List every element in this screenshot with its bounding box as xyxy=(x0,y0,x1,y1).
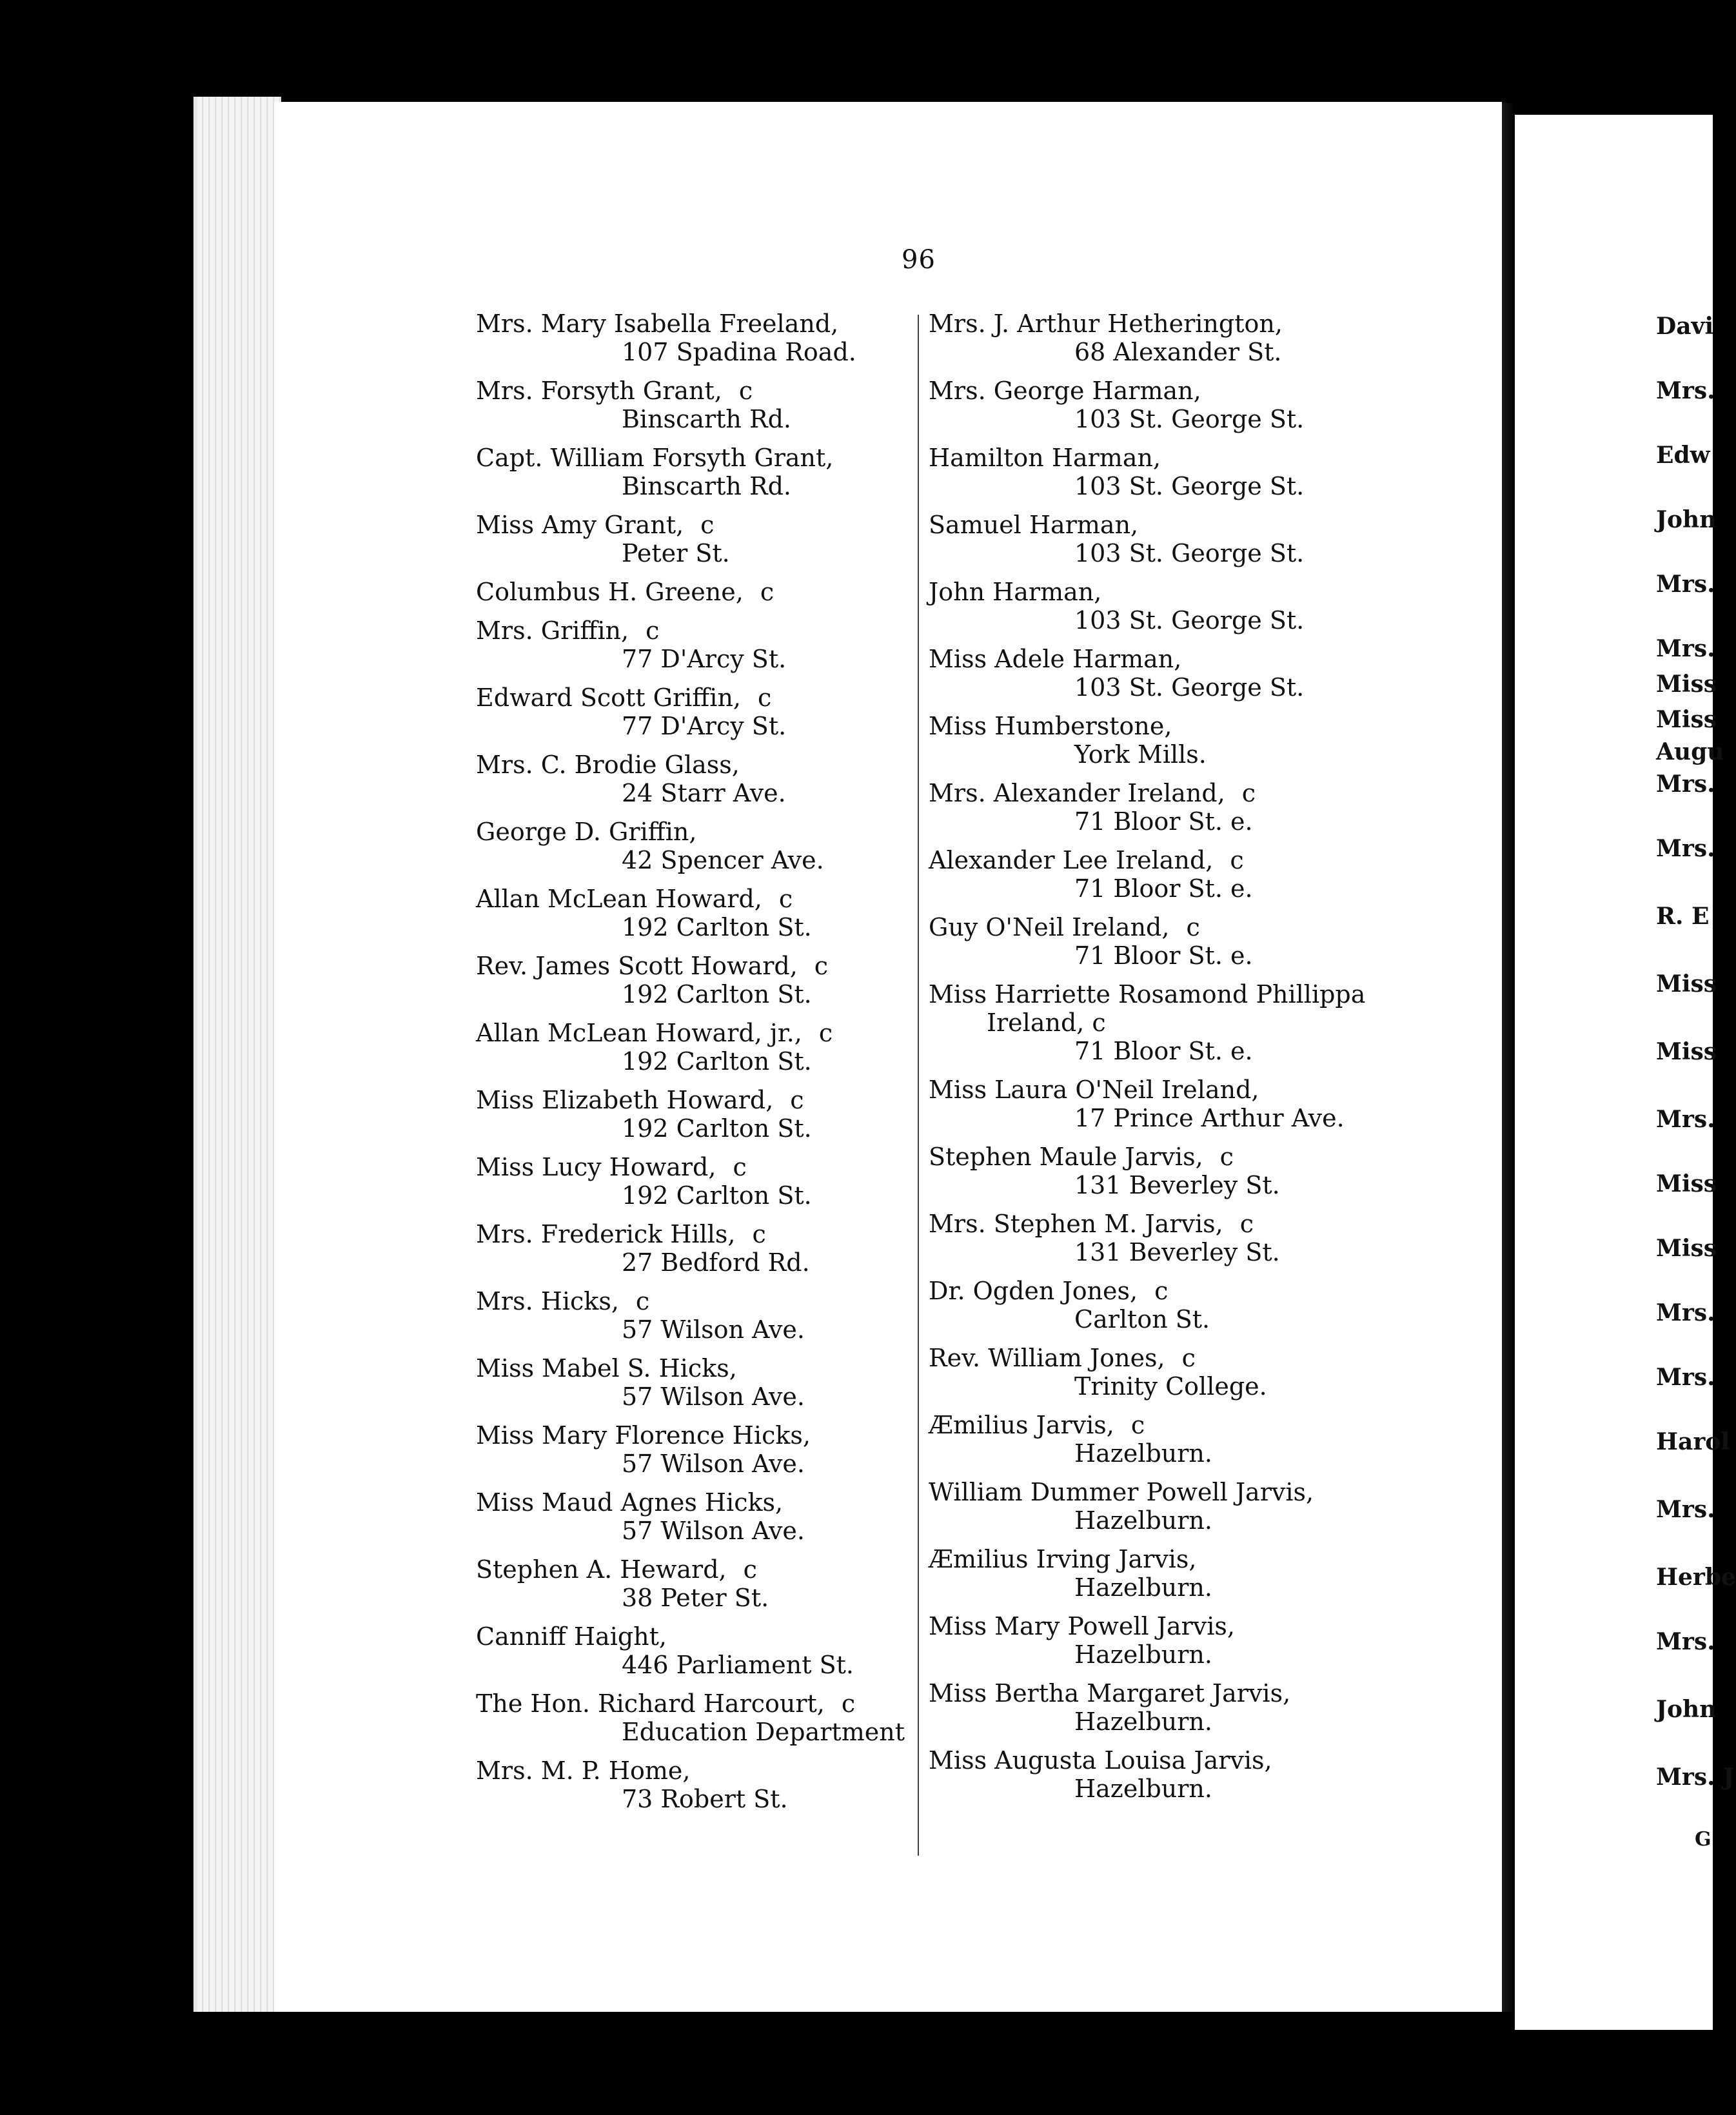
entry-name xyxy=(929,578,1380,606)
facing-page-fragment: Mrs. xyxy=(1656,1106,1715,1133)
entry-name-text: Mrs. Mary Isabella Freeland, xyxy=(476,310,839,338)
directory-entry xyxy=(929,310,1380,366)
entry-name xyxy=(476,310,940,338)
entry-marker: c xyxy=(814,952,829,980)
entry-name xyxy=(476,952,940,980)
directory-entry xyxy=(929,1076,1380,1132)
entry-name-text: Alexander Lee Ireland, xyxy=(929,846,1214,874)
entry-address: Hazelburn. xyxy=(1074,1439,1212,1468)
directory-entry xyxy=(476,885,940,941)
entry-name-text: Capt. William Forsyth Grant, xyxy=(476,444,834,472)
entry-name xyxy=(476,511,940,539)
directory-entry xyxy=(929,1344,1380,1401)
directory-entry xyxy=(476,1019,940,1076)
entry-name xyxy=(929,1478,1380,1506)
directory-entry xyxy=(929,1612,1380,1669)
directory-entry xyxy=(476,684,940,740)
entry-address: Hazelburn. xyxy=(1074,1573,1212,1602)
entry-name xyxy=(929,1277,1380,1305)
entry-marker: c xyxy=(733,1153,747,1181)
directory-entry xyxy=(929,578,1380,634)
entry-address: Carlton St. xyxy=(1074,1305,1210,1333)
facing-page-fragment: Miss xyxy=(1656,671,1717,698)
directory-entry xyxy=(929,1545,1380,1602)
entry-marker: c xyxy=(1230,846,1244,874)
facing-page-fragment: Herbe xyxy=(1656,1564,1736,1591)
entry-marker: c xyxy=(752,1220,766,1248)
book-gutter xyxy=(1502,103,1515,2012)
facing-page-fragment: Mrs. xyxy=(1656,1364,1715,1391)
directory-entry xyxy=(929,1277,1380,1333)
entry-name-text: Mrs. Stephen M. Jarvis, xyxy=(929,1210,1223,1238)
entry-address: 71 Bloor St. e. xyxy=(1074,874,1253,903)
entry-name xyxy=(476,1086,940,1114)
facing-page-fragment: R. E xyxy=(1656,903,1710,930)
directory-entry xyxy=(929,511,1380,567)
page-number: 96 xyxy=(902,245,936,275)
facing-page-fragment: Miss xyxy=(1656,970,1717,998)
entry-address: 42 Spencer Ave. xyxy=(622,846,824,874)
directory-entry xyxy=(929,645,1380,702)
directory-entry xyxy=(929,1411,1380,1468)
directory-entry xyxy=(476,377,940,433)
entry-address: 131 Beverley St. xyxy=(1074,1171,1280,1199)
entry-address: 103 St. George St. xyxy=(1074,606,1305,634)
entry-marker: c xyxy=(1239,1210,1254,1238)
entry-address: 27 Bedford Rd. xyxy=(622,1248,810,1277)
entry-name-text: Æmilius Jarvis, xyxy=(929,1411,1114,1439)
entry-name xyxy=(929,1746,1380,1775)
directory-entry xyxy=(929,1679,1380,1736)
facing-page-fragment: Mrs. xyxy=(1656,635,1715,662)
entry-address: 17 Prince Arthur Ave. xyxy=(1074,1104,1345,1132)
entry-marker: c xyxy=(778,885,793,913)
facing-page-fragment: Edw xyxy=(1656,442,1710,469)
entry-address: 38 Peter St. xyxy=(622,1584,769,1612)
directory-entry xyxy=(476,1086,940,1143)
entry-name xyxy=(476,1622,940,1651)
entry-name xyxy=(929,1411,1380,1439)
entry-name xyxy=(476,578,940,606)
entry-name xyxy=(476,1220,940,1248)
directory-entry xyxy=(929,846,1380,903)
entry-name-text: Miss Amy Grant, xyxy=(476,511,684,539)
directory-entry xyxy=(929,1746,1380,1803)
entry-address: 77 D'Arcy St. xyxy=(622,712,787,740)
entry-address: Hazelburn. xyxy=(1074,1707,1212,1736)
facing-page-fragment: Miss xyxy=(1656,1170,1717,1197)
directory-entry xyxy=(476,1622,940,1679)
entry-address: 103 St. George St. xyxy=(1074,472,1305,500)
entry-name-text: Miss Laura O'Neil Ireland, xyxy=(929,1076,1259,1104)
entry-name-text: Miss Lucy Howard, xyxy=(476,1153,716,1181)
entry-name xyxy=(476,377,940,405)
entry-name xyxy=(929,980,1380,1008)
directory-entry xyxy=(476,1756,940,1813)
entry-name xyxy=(929,1076,1380,1104)
entry-name xyxy=(476,1153,940,1181)
directory-entry xyxy=(476,1287,940,1344)
entry-name-text: Miss Humberstone, xyxy=(929,712,1172,740)
entry-address: 73 Robert St. xyxy=(622,1785,788,1813)
entry-marker: c xyxy=(738,377,753,405)
entry-name-text: Allan McLean Howard, xyxy=(476,885,762,913)
entry-address: 57 Wilson Ave. xyxy=(622,1382,805,1411)
entry-marker: c xyxy=(760,578,774,606)
facing-page-fragment: Harol xyxy=(1656,1428,1730,1455)
entry-name-text: John Harman, xyxy=(929,578,1102,606)
entry-name-continued: Ireland, c xyxy=(987,1008,1106,1037)
entry-name-text: Mrs. Hicks, xyxy=(476,1287,619,1315)
entry-address: 71 Bloor St. e. xyxy=(1074,1037,1253,1065)
entry-name xyxy=(476,1019,940,1047)
facing-page-fragment: Davi xyxy=(1656,313,1714,340)
entry-name-text: Mrs. M. P. Home, xyxy=(476,1756,691,1785)
entry-name-text: Mrs. Forsyth Grant, xyxy=(476,377,722,405)
entry-address: Binscarth Rd. xyxy=(622,472,791,500)
entry-address: Education Department xyxy=(622,1718,905,1746)
entry-address: Hazelburn. xyxy=(1074,1506,1212,1535)
entry-address: 103 St. George St. xyxy=(1074,673,1305,702)
entry-address: Hazelburn. xyxy=(1074,1775,1212,1803)
facing-page-fragment: John xyxy=(1656,506,1717,533)
entry-name xyxy=(476,1756,940,1785)
entry-name xyxy=(929,712,1380,740)
facing-page-fragment: Mrs. xyxy=(1656,1299,1715,1326)
entry-marker: c xyxy=(841,1689,856,1718)
entry-address: 71 Bloor St. e. xyxy=(1074,941,1253,970)
entry-address: Hazelburn. xyxy=(1074,1640,1212,1669)
entry-name-text: Guy O'Neil Ireland, xyxy=(929,913,1170,941)
facing-page-fragment: Mrs. xyxy=(1656,1496,1715,1523)
entry-name xyxy=(929,310,1380,338)
directory-entry xyxy=(476,1555,940,1612)
directory-entry xyxy=(476,616,940,673)
entry-name xyxy=(929,1545,1380,1573)
facing-page-fragment: John xyxy=(1656,1696,1717,1723)
entry-name-text: Rev. James Scott Howard, xyxy=(476,952,798,980)
entry-name-text: Miss Mary Florence Hicks, xyxy=(476,1421,811,1450)
entry-name xyxy=(929,913,1380,941)
entry-name-text: Allan McLean Howard, jr., xyxy=(476,1019,802,1047)
entry-address: 192 Carlton St. xyxy=(622,1181,812,1210)
entry-name xyxy=(929,444,1380,472)
entry-name-text: Hamilton Harman, xyxy=(929,444,1161,472)
facing-page-fragment: Mrs. xyxy=(1656,571,1715,598)
entry-address: 24 Starr Ave. xyxy=(622,779,786,807)
facing-page-fragment: Mrs. xyxy=(1656,1628,1715,1655)
entry-name-text: Mrs. J. Arthur Hetherington, xyxy=(929,310,1283,338)
entry-name-text: Rev. William Jones, xyxy=(929,1344,1165,1372)
entry-address: 57 Wilson Ave. xyxy=(622,1450,805,1478)
entry-name xyxy=(476,818,940,846)
entry-marker: c xyxy=(1219,1143,1234,1171)
entry-name-text: Mrs. C. Brodie Glass, xyxy=(476,751,740,779)
entry-name xyxy=(476,1354,940,1382)
entry-name-text: Mrs. Alexander Ireland, xyxy=(929,779,1225,807)
entry-name xyxy=(929,645,1380,673)
entry-name-text: Edward Scott Griffin, xyxy=(476,684,742,712)
entry-name xyxy=(476,616,940,645)
entry-address: 192 Carlton St. xyxy=(622,1047,812,1076)
entry-address: 71 Bloor St. e. xyxy=(1074,807,1253,836)
entry-name xyxy=(929,1344,1380,1372)
entry-name-text: Æmilius Irving Jarvis, xyxy=(929,1545,1197,1573)
entry-name-text: Miss Elizabeth Howard, xyxy=(476,1086,774,1114)
entry-name-text: Miss Mary Powell Jarvis, xyxy=(929,1612,1235,1640)
directory-entry xyxy=(929,1143,1380,1199)
entry-name xyxy=(476,1421,940,1450)
facing-page-fragment: Miss xyxy=(1656,1038,1717,1065)
entry-name xyxy=(476,1689,940,1718)
directory-entry xyxy=(476,444,940,500)
middle-column xyxy=(929,310,1380,1813)
entry-name-text: Stephen A. Heward, xyxy=(476,1555,727,1584)
entry-address: Peter St. xyxy=(622,539,730,567)
entry-address: 77 D'Arcy St. xyxy=(622,645,787,673)
facing-page-fragment: Mrs. xyxy=(1656,377,1715,404)
entry-name-text: Miss Harriette Rosamond Phillippa xyxy=(929,980,1366,1008)
entry-address: Trinity College. xyxy=(1074,1372,1267,1401)
entry-marker: c xyxy=(646,616,660,645)
facing-page-fragment: Mrs. J xyxy=(1656,1764,1735,1791)
entry-name xyxy=(476,885,940,913)
entry-marker: c xyxy=(1181,1344,1196,1372)
entry-address: 103 St. George St. xyxy=(1074,539,1305,567)
directory-entry xyxy=(476,310,940,366)
entry-name xyxy=(929,1210,1380,1238)
directory-entry xyxy=(476,1689,940,1746)
entry-marker: c xyxy=(758,684,772,712)
directory-entry xyxy=(476,952,940,1008)
entry-address: 131 Beverley St. xyxy=(1074,1238,1280,1266)
entry-name-text: Miss Augusta Louisa Jarvis, xyxy=(929,1746,1272,1775)
entry-address: 446 Parliament St. xyxy=(622,1651,854,1679)
entry-name xyxy=(929,846,1380,874)
entry-name-text: Stephen Maule Jarvis, xyxy=(929,1143,1203,1171)
entry-address: 192 Carlton St. xyxy=(622,980,812,1008)
directory-entry xyxy=(929,913,1380,970)
book-page-edges xyxy=(193,97,281,2012)
directory-entry xyxy=(476,1220,940,1277)
entry-name xyxy=(929,779,1380,807)
directory-entry xyxy=(476,1421,940,1478)
entry-name xyxy=(476,1555,940,1584)
directory-entry xyxy=(476,511,940,567)
entry-name-text: The Hon. Richard Harcourt, xyxy=(476,1689,825,1718)
entry-name-text: Miss Bertha Margaret Jarvis, xyxy=(929,1679,1291,1707)
directory-entry xyxy=(929,712,1380,769)
directory-entry xyxy=(476,818,940,874)
directory-entry xyxy=(929,980,1380,1065)
directory-entry xyxy=(929,779,1380,836)
entry-address: 192 Carlton St. xyxy=(622,1114,812,1143)
facing-page-fragment: Augu xyxy=(1656,738,1724,765)
entry-name-text: Miss Adele Harman, xyxy=(929,645,1182,673)
left-column xyxy=(476,310,940,1824)
entry-name xyxy=(476,1488,940,1517)
entry-marker: c xyxy=(818,1019,833,1047)
entry-name xyxy=(929,1612,1380,1640)
entry-marker: c xyxy=(1241,779,1256,807)
entry-address: York Mills. xyxy=(1074,740,1207,769)
entry-name xyxy=(929,511,1380,539)
directory-entry xyxy=(929,1210,1380,1266)
entry-marker: c xyxy=(700,511,715,539)
entry-marker: c xyxy=(1154,1277,1169,1305)
facing-page-fragment: Mrs. xyxy=(1656,771,1715,798)
entry-address: 107 Spadina Road. xyxy=(622,338,856,366)
entry-name-text: Columbus H. Greene, xyxy=(476,578,744,606)
entry-name-text: Samuel Harman, xyxy=(929,511,1139,539)
entry-name-text: Miss Mabel S. Hicks, xyxy=(476,1354,737,1382)
directory-entry xyxy=(929,1478,1380,1535)
entry-marker: c xyxy=(743,1555,757,1584)
entry-name-text: Canniff Haight, xyxy=(476,1622,667,1651)
directory-entry xyxy=(476,1354,940,1411)
entry-name xyxy=(929,377,1380,405)
entry-marker: c xyxy=(1186,913,1200,941)
entry-name-text: Dr. Ogden Jones, xyxy=(929,1277,1138,1305)
entry-name-text: William Dummer Powell Jarvis, xyxy=(929,1478,1314,1506)
directory-entry xyxy=(929,444,1380,500)
entry-name-text: Mrs. George Harman, xyxy=(929,377,1201,405)
facing-page-fragment: G xyxy=(1695,1828,1711,1851)
entry-marker: c xyxy=(1130,1411,1145,1439)
entry-name xyxy=(929,1143,1380,1171)
facing-page-fragment: Miss xyxy=(1656,706,1717,733)
directory-entry xyxy=(476,578,940,606)
entry-address: 57 Wilson Ave. xyxy=(622,1315,805,1344)
entry-address: Binscarth Rd. xyxy=(622,405,791,433)
facing-page-fragment: Miss xyxy=(1656,1235,1717,1262)
entry-name xyxy=(929,1679,1380,1707)
directory-entry xyxy=(929,377,1380,433)
entry-address: 57 Wilson Ave. xyxy=(622,1517,805,1545)
directory-entry xyxy=(476,751,940,807)
entry-name-text: Miss Maud Agnes Hicks, xyxy=(476,1488,784,1517)
entry-address: 68 Alexander St. xyxy=(1074,338,1282,366)
entry-name-text: Mrs. Griffin, xyxy=(476,616,629,645)
entry-name xyxy=(476,444,940,472)
entry-name xyxy=(476,684,940,712)
entry-name xyxy=(476,751,940,779)
entry-address: 103 St. George St. xyxy=(1074,405,1305,433)
entry-address: 192 Carlton St. xyxy=(622,913,812,941)
entry-marker: c xyxy=(790,1086,804,1114)
entry-marker: c xyxy=(635,1287,650,1315)
entry-name xyxy=(476,1287,940,1315)
entry-name-text: George D. Griffin, xyxy=(476,818,697,846)
directory-entry xyxy=(476,1488,940,1545)
directory-entry xyxy=(476,1153,940,1210)
entry-name-text: Mrs. Frederick Hills, xyxy=(476,1220,736,1248)
facing-page-fragment: Mrs. xyxy=(1656,835,1715,862)
